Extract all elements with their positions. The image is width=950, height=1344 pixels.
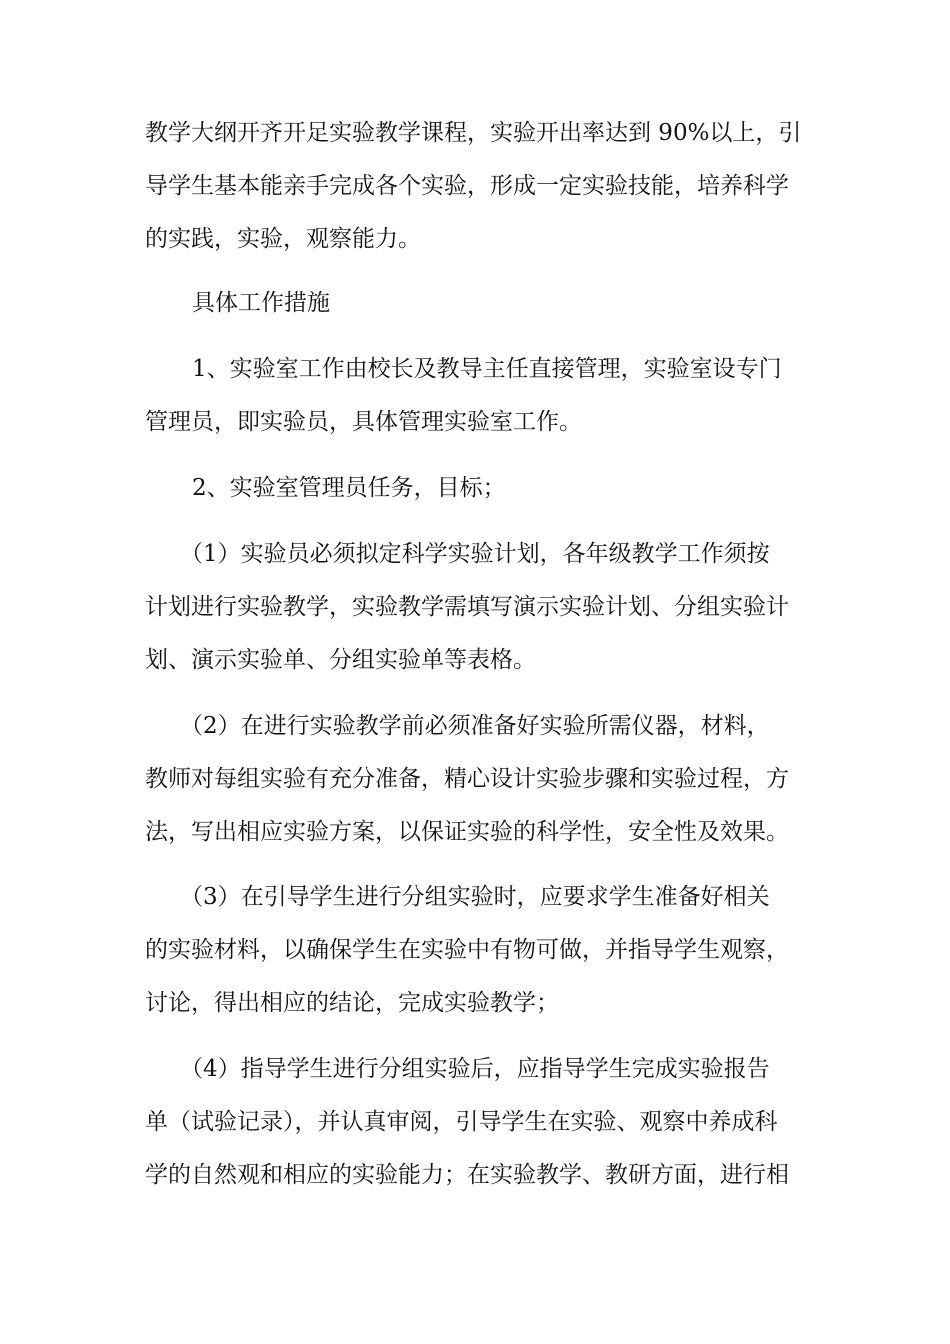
paragraph-1-line-3: 的实践，实验，观察能力。 bbox=[145, 226, 421, 252]
paragraph-subitem-1-line-3: 划、演示实验单、分组实验单等表格。 bbox=[145, 647, 536, 673]
paragraph-1-line-2: 导学生基本能亲手完成各个实验，形成一定实验技能，培养科学 bbox=[145, 173, 789, 199]
paragraph-subitem-1-line-2: 计划进行实验教学，实验教学需填写演示实验计划、分组实验计 bbox=[145, 594, 789, 620]
paragraph-item-1-line-2: 管理员，即实验员，具体管理实验室工作。 bbox=[145, 409, 582, 435]
paragraph-subitem-2-line-1: （2）在进行实验教学前必须准备好实验所需仪器，材料， bbox=[180, 713, 770, 739]
paragraph-item-1-line-1: 1、实验室工作由校长及教导主任直接管理，实验室设专门 bbox=[192, 356, 782, 382]
paragraph-subitem-3-line-2: 的实验材料，以确保学生在实验中有物可做，并指导学生观察， bbox=[145, 937, 789, 963]
paragraph-subitem-2-line-3: 法，写出相应实验方案，以保证实验的科学性，安全性及效果。 bbox=[145, 819, 789, 845]
paragraph-subitem-3-line-1: （3）在引导学生进行分组实验时，应要求学生准备好相关 bbox=[180, 884, 770, 910]
paragraph-item-2-line-1: 2、实验室管理员任务，目标； bbox=[192, 475, 506, 501]
section-heading-specific-measures: 具体工作措施 bbox=[192, 290, 330, 316]
paragraph-1-line-1: 教学大纲开齐开足实验教学课程，实验开出率达到 90%以上，引 bbox=[145, 120, 802, 146]
paragraph-subitem-4-line-3: 学的自然观和相应的实验能力；在实验教学、教研方面，进行相 bbox=[145, 1162, 789, 1188]
paragraph-subitem-1-line-1: （1）实验员必须拟定科学实验计划，各年级教学工作须按 bbox=[180, 541, 770, 567]
paragraph-subitem-3-line-3: 讨论，得出相应的结论，完成实验教学； bbox=[145, 990, 559, 1016]
paragraph-subitem-4-line-1: （4）指导学生进行分组实验后，应指导学生完成实验报告 bbox=[180, 1056, 770, 1082]
paragraph-subitem-2-line-2: 教师对每组实验有充分准备，精心设计实验步骤和实验过程，方 bbox=[145, 766, 789, 792]
paragraph-subitem-4-line-2: 单（试验记录），并认真审阅，引导学生在实验、观察中养成科 bbox=[145, 1109, 778, 1135]
